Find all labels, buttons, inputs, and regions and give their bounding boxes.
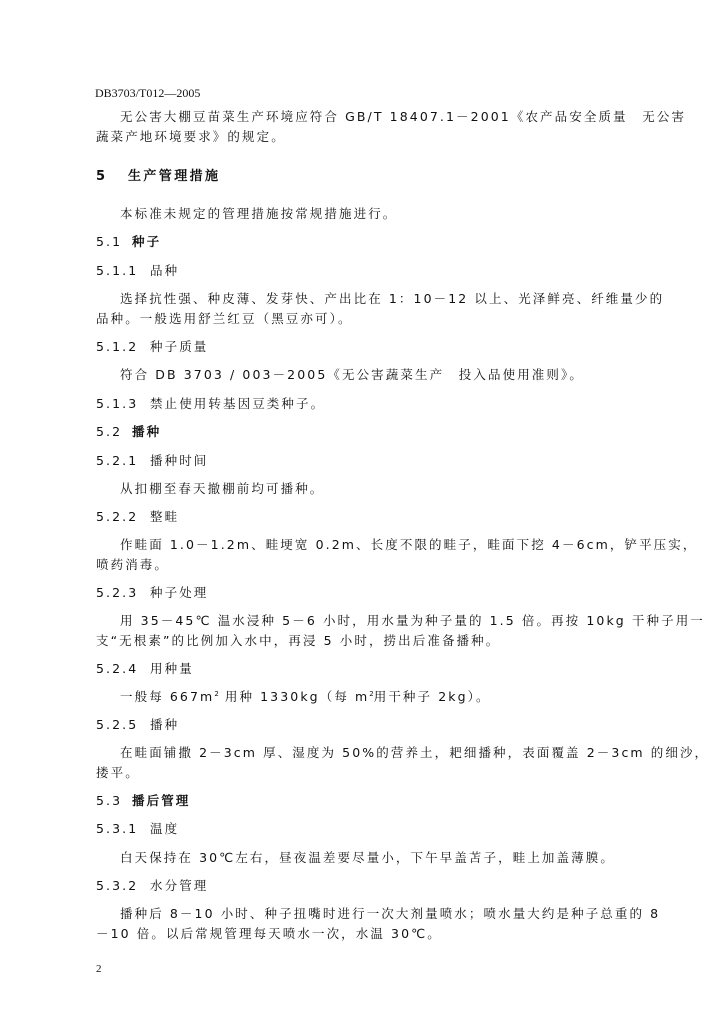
paragraph-line: 蔬菜产地环境要求》的规定。	[96, 129, 286, 144]
section-title: 温度	[150, 821, 180, 836]
paragraph-line: 本标准未规定的管理措施按常规措施进行。	[120, 206, 398, 221]
section-number: 5.3.1	[96, 821, 139, 836]
section-number: 5.1.1	[96, 263, 139, 278]
section-title: 水分管理	[150, 878, 209, 893]
section-heading-5-3-1	[96, 823, 179, 836]
section-title: 种子质量	[150, 339, 209, 354]
section-heading-5-1-2	[96, 341, 208, 354]
section-heading-5-2	[96, 426, 161, 439]
section-title: 品种	[150, 263, 180, 278]
paragraph-line: 选择抗性强、种皮薄、发芽快、产出比在 1：10－12 以上、光泽鲜亮、纤维量少的	[120, 291, 665, 306]
paragraph-line	[120, 691, 491, 704]
section-number: 5.3.2	[96, 878, 139, 893]
section-number: 5.2	[96, 424, 123, 439]
paragraph-line: 白天保持在 30℃左右，昼夜温差要尽量小，下午早盖苫子，畦上加盖薄膜。	[120, 850, 615, 865]
section-number: 5.1.3	[96, 396, 139, 411]
document-header: DB3703/T012—2005	[95, 86, 201, 100]
paragraph-line: 在畦面铺撒 2－3cm 厚、湿度为 50%的营养土，耙细播种，表面覆盖 2－3cm 的细沙，	[120, 745, 710, 760]
superscript: 2	[369, 690, 374, 698]
section-heading-5-2-1	[96, 455, 208, 468]
paragraph-line: 用 35－45℃ 温水浸种 5－6 小时，用水量为种子量的 1.5 倍。再按 10kg 干种子用一	[120, 613, 705, 628]
superscript: 2	[214, 690, 219, 698]
section-heading-5	[96, 170, 220, 183]
paragraph-line: 搂平。	[96, 765, 140, 780]
section-title: 播后管理	[132, 793, 191, 808]
section-title: 整畦	[150, 509, 180, 524]
section-title: 播种	[150, 717, 180, 732]
section-number: 5.3	[96, 793, 123, 808]
section-heading-5-2-4	[96, 663, 194, 676]
section-number: 5.1.2	[96, 339, 139, 354]
section-number: 5	[96, 169, 108, 184]
section-title: 播种时间	[150, 453, 209, 468]
section-title: 用种量	[150, 661, 194, 676]
section-heading-5-2-3	[96, 587, 208, 600]
paragraph-line: 品种。一般选用舒兰红豆（黑豆亦可）。	[96, 311, 353, 326]
section-number: 5.1	[96, 234, 123, 249]
paragraph-line: 符合 DB 3703 / 003－2005《无公害蔬菜生产 投入品使用准则》。	[120, 367, 584, 382]
paragraph-line: 无公害大棚豆苗菜生产环境应符合 GB/T 18407.1－2001《农产品安全质量 无公害	[120, 109, 687, 124]
text-fragment: 用种 1330kg（每 m	[218, 689, 370, 704]
section-number: 5.2.4	[96, 661, 139, 676]
section-heading-5-1-3	[96, 398, 325, 411]
section-heading-5-1-1	[96, 265, 179, 278]
paragraph-line: 作畦面 1.0－1.2m、畦埂宽 0.2m、长度不限的畦子，畦面下挖 4－6cm，铲平压实，	[120, 537, 698, 552]
section-heading-5-3	[96, 795, 190, 808]
section-heading-5-2-5	[96, 719, 179, 732]
text-fragment: 用干种子 2kg）。	[373, 689, 491, 704]
section-title: 播种	[132, 424, 162, 439]
paragraph-line: 支“无根素”的比例加入水中，再浸 5 小时，捞出后准备播种。	[96, 633, 501, 648]
section-title: 种子	[132, 234, 162, 249]
text-fragment: 一般每 667m	[120, 689, 215, 704]
paragraph-line: 播种后 8－10 小时、种子扭嘴时进行一次大剂量喷水；喷水量大约是种子总重的 8	[120, 906, 661, 921]
section-heading-5-1	[96, 236, 161, 249]
section-title: 种子处理	[150, 585, 209, 600]
section-number: 5.2.5	[96, 717, 139, 732]
section-title: 禁止使用转基因豆类种子。	[150, 396, 326, 411]
section-number: 5.2.3	[96, 585, 139, 600]
paragraph-line: 从扣棚至春天撤棚前均可播种。	[120, 481, 325, 496]
section-heading-5-2-2	[96, 511, 179, 524]
section-title: 生产管理措施	[128, 169, 221, 184]
paragraph-line: －10 倍。以后常规管理每天喷水一次，水温 30℃。	[96, 926, 442, 941]
section-heading-5-3-2	[96, 880, 208, 893]
section-number: 5.2.1	[96, 453, 139, 468]
page-number: 2	[96, 963, 102, 975]
section-number: 5.2.2	[96, 509, 139, 524]
paragraph-line: 喷药消毒。	[96, 557, 170, 572]
